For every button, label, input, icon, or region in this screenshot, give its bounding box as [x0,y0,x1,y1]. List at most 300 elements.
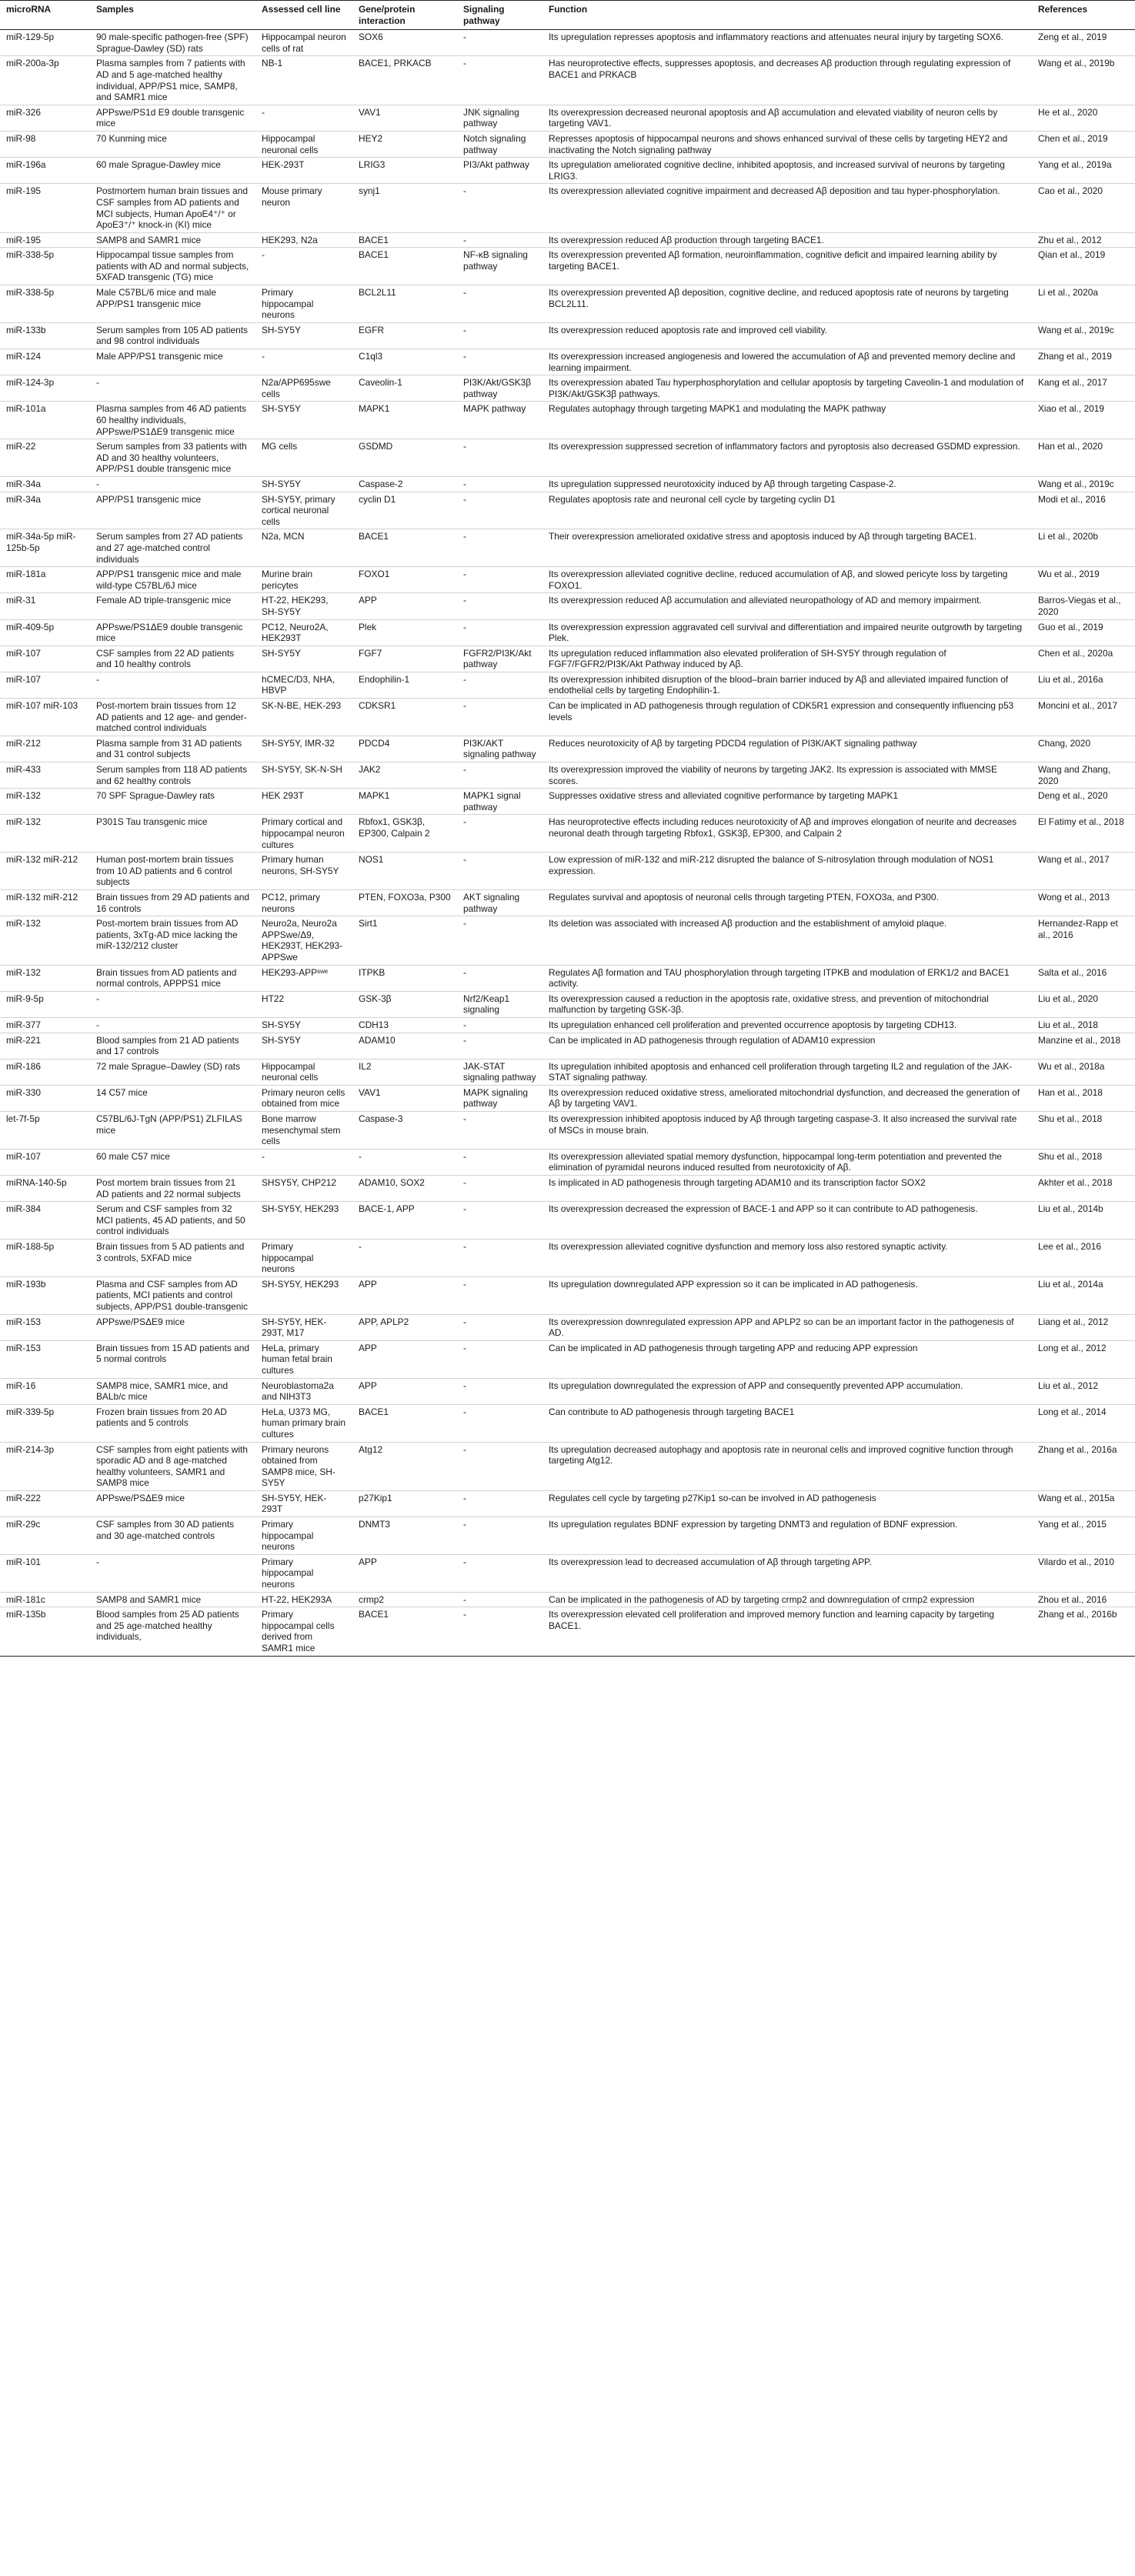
cell-cell-line: MG cells [255,439,352,477]
cell-mirna: miR-384 [0,1202,90,1240]
cell-mirna: miR-16 [0,1378,90,1404]
cell-gene-protein: SOX6 [352,30,457,56]
cell-signaling-pathway: Nrf2/Keap1 signaling [457,991,542,1017]
cell-gene-protein: DNMT3 [352,1517,457,1555]
cell-signaling-pathway: - [457,593,542,619]
cell-signaling-pathway: - [457,30,542,56]
cell-samples: SAMP8 and SAMR1 mice [90,232,255,248]
cell-mirna: miR-212 [0,736,90,762]
cell-gene-protein: synj1 [352,184,457,232]
cell-reference: Cao et al., 2020 [1032,184,1135,232]
cell-reference: Vilardo et al., 2010 [1032,1554,1135,1592]
cell-cell-line: Primary human neurons, SH-SY5Y [255,853,352,890]
cell-samples: APPswe/PSΔE9 mice [90,1314,255,1340]
cell-signaling-pathway: PI3K/AKT signaling pathway [457,736,542,762]
cell-function: Regulates Aβ formation and TAU phosphorylation through targeting ITPKB and modulation of ERK1/2 and BACE1 activity. [542,965,1032,991]
table-body [0,30,1135,1656]
cell-function: Its overexpression abated Tau hyperphosphorylation and cellular apoptosis by targeting Caveolin-1 and modulation of PI3K/Akt/GSK3β pathways. [542,375,1032,402]
cell-gene-protein: - [352,1149,457,1175]
cell-samples: Serum samples from 105 AD patients and 98 control individuals [90,322,255,349]
cell-samples: Post-mortem brain tissues from AD patients, 3xTg-AD mice lacking the miR-132/212 cluster [90,916,255,965]
cell-samples: Serum samples from 118 AD patients and 62 healthy controls [90,762,255,789]
cell-function: Its upregulation reduced inflammation also elevated proliferation of SH-SY5Y through regulation of FGF7/FGFR2/PI3K/Akt Pathway induced by Aβ. [542,646,1032,672]
cell-gene-protein: Caspase-3 [352,1112,457,1150]
cell-cell-line: HT22 [255,991,352,1017]
cell-mirna: miR-433 [0,762,90,789]
header-signaling-pathway: Signaling pathway [457,1,542,30]
table-row [0,672,1135,698]
cell-cell-line: HT-22, HEK293, SH-SY5Y [255,593,352,619]
cell-cell-line: HEK 293T [255,789,352,815]
table-row [0,619,1135,646]
cell-signaling-pathway: NF-κB signaling pathway [457,248,542,285]
cell-samples: CSF samples from 30 AD patients and 30 age-matched controls [90,1517,255,1555]
cell-function: Its overexpression inhibited apoptosis induced by Aβ through targeting caspase-3. It also increased the survival rate of MSCs in mouse brain. [542,1112,1032,1150]
cell-function: Can contribute to AD pathogenesis through targeting BACE1 [542,1404,1032,1442]
cell-mirna: miR-338-5p [0,285,90,323]
cell-samples: Plasma sample from 31 AD patients and 31 control subjects [90,736,255,762]
cell-signaling-pathway: - [457,1554,542,1592]
cell-function: Its overexpression alleviated spatial memory dysfunction, hippocampal long-term potentiation and prevented the elimination of pyramidal neurons induced resulted from neurotoxicity of Aβ. [542,1149,1032,1175]
cell-mirna: miR-107 [0,646,90,672]
cell-reference: Wang et al., 2017 [1032,853,1135,890]
cell-mirna: miR-339-5p [0,1404,90,1442]
cell-signaling-pathway: - [457,916,542,965]
table-row [0,1607,1135,1656]
table-row [0,492,1135,529]
cell-gene-protein: C1ql3 [352,349,457,375]
cell-gene-protein: NOS1 [352,853,457,890]
cell-cell-line: SH-SY5Y [255,402,352,439]
cell-samples: Brain tissues from AD patients and normal controls, APPPS1 mice [90,965,255,991]
table-row [0,1554,1135,1592]
cell-cell-line: SH-SY5Y [255,322,352,349]
cell-gene-protein: APP [352,1276,457,1314]
cell-samples: 14 C57 mice [90,1085,255,1111]
cell-signaling-pathway: - [457,184,542,232]
cell-reference: Shu et al., 2018 [1032,1112,1135,1150]
table-row [0,1085,1135,1111]
table-row [0,476,1135,492]
cell-mirna: miR-186 [0,1059,90,1085]
table-row [0,131,1135,157]
cell-gene-protein: MAPK1 [352,789,457,815]
cell-cell-line: SH-SY5Y, HEK-293T [255,1490,352,1517]
cell-gene-protein: JAK2 [352,762,457,789]
cell-mirna: miR-326 [0,105,90,131]
cell-gene-protein: GSDMD [352,439,457,477]
cell-gene-protein: BCL2L11 [352,285,457,323]
cell-samples: C57BL/6J-TgN (APP/PS1) ZLFILAS mice [90,1112,255,1150]
cell-gene-protein: cyclin D1 [352,492,457,529]
cell-mirna: miR-9-5p [0,991,90,1017]
cell-signaling-pathway: - [457,1149,542,1175]
cell-gene-protein: Caspase-2 [352,476,457,492]
cell-mirna: miR-101 [0,1554,90,1592]
cell-mirna: miRNA-140-5p [0,1176,90,1202]
cell-gene-protein: BACE-1, APP [352,1202,457,1240]
cell-signaling-pathway: - [457,529,542,567]
cell-samples: 72 male Sprague–Dawley (SD) rats [90,1059,255,1085]
cell-samples: Brain tissues from 29 AD patients and 16 controls [90,889,255,916]
cell-cell-line: Hippocampal neuron cells of rat [255,30,352,56]
cell-signaling-pathway: - [457,1442,542,1490]
cell-function: Its upregulation regulates BDNF expression by targeting DNMT3 and regulation of BDNF expression. [542,1517,1032,1555]
cell-reference: Qian et al., 2019 [1032,248,1135,285]
table-row [0,1202,1135,1240]
header-cell-line: Assessed cell line [255,1,352,30]
cell-function: Its overexpression downregulated expression APP and APLP2 so can be an important factor in the pathogenesis of AD. [542,1314,1032,1340]
cell-cell-line: SK-N-BE, HEK-293 [255,699,352,736]
cell-gene-protein: PDCD4 [352,736,457,762]
cell-gene-protein: APP [352,1378,457,1404]
cell-reference: Liu et al., 2020 [1032,991,1135,1017]
cell-cell-line: Neuroblastoma2a and NIH3T3 [255,1378,352,1404]
cell-cell-line: SH-SY5Y, HEK-293T, M17 [255,1314,352,1340]
table-row [0,1442,1135,1490]
cell-signaling-pathway: - [457,285,542,323]
table-row [0,916,1135,965]
cell-function: Its overexpression inhibited disruption of the blood–brain barrier induced by Aβ and alleviated impaired function of endothelial cells by targeting Endophilin-1. [542,672,1032,698]
table-row [0,1149,1135,1175]
cell-samples: Plasma samples from 46 AD patients 60 healthy individuals, APPswe/PS1ΔE9 transgenic mice [90,402,255,439]
cell-mirna: miR-221 [0,1033,90,1059]
cell-samples: Serum samples from 33 patients with AD and 30 healthy volunteers, APP/PS1 double transgenic mice [90,439,255,477]
cell-mirna: miR-181c [0,1592,90,1607]
cell-reference: Zhu et al., 2012 [1032,232,1135,248]
cell-samples: 60 male Sprague-Dawley mice [90,158,255,184]
cell-reference: Xiao et al., 2019 [1032,402,1135,439]
cell-cell-line: Primary hippocampal neurons [255,1240,352,1277]
cell-function: Its overexpression suppressed secretion of inflammatory factors and pyroptosis also decreased GSDMD expression. [542,439,1032,477]
cell-signaling-pathway: - [457,1592,542,1607]
cell-reference: Liu et al., 2018 [1032,1017,1135,1033]
cell-gene-protein: Atg12 [352,1442,457,1490]
table-row [0,232,1135,248]
table-row [0,965,1135,991]
cell-samples: Brain tissues from 15 AD patients and 5 normal controls [90,1340,255,1378]
cell-gene-protein: EGFR [352,322,457,349]
cell-signaling-pathway: - [457,815,542,853]
cell-function: Its overexpression decreased the expression of BACE-1 and APP so it can contribute to AD pathogenesis. [542,1202,1032,1240]
table-row [0,30,1135,56]
header-row [0,1,1135,30]
table-row [0,1592,1135,1607]
cell-cell-line: NB-1 [255,56,352,105]
cell-function: Its upregulation suppressed neurotoxicity induced by Aβ through targeting Caspase-2. [542,476,1032,492]
cell-function: Its overexpression alleviated cognitive decline, reduced accumulation of Aβ, and slowed pericyte loss by targeting FOXO1. [542,567,1032,593]
cell-reference: Wang et al., 2019c [1032,476,1135,492]
cell-cell-line: HEK-293T [255,158,352,184]
cell-reference: Zhang et al., 2016a [1032,1442,1135,1490]
cell-reference: Liu et al., 2012 [1032,1378,1135,1404]
cell-signaling-pathway: - [457,349,542,375]
cell-gene-protein: IL2 [352,1059,457,1085]
cell-samples: Frozen brain tissues from 20 AD patients and 5 controls [90,1404,255,1442]
cell-signaling-pathway: - [457,1314,542,1340]
cell-gene-protein: BACE1 [352,232,457,248]
cell-signaling-pathway: - [457,1240,542,1277]
cell-samples: CSF samples from 22 AD patients and 10 healthy controls [90,646,255,672]
cell-mirna: miR-107 [0,1149,90,1175]
cell-mirna: miR-377 [0,1017,90,1033]
cell-cell-line: SH-SY5Y, HEK293 [255,1276,352,1314]
cell-gene-protein: APP [352,1340,457,1378]
cell-mirna: let-7f-5p [0,1112,90,1150]
cell-cell-line: - [255,1149,352,1175]
cell-signaling-pathway: - [457,56,542,105]
cell-cell-line: Primary hippocampal cells derived from SAMR1 mice [255,1607,352,1656]
cell-gene-protein: ADAM10, SOX2 [352,1176,457,1202]
cell-function: Has neuroprotective effects including reduces neurotoxicity of Aβ and improves elongation of neurite and decreases neuronal death through targeting Rbfox1, GSK3β, EP300, and Calpain 2 [542,815,1032,853]
cell-cell-line: SH-SY5Y [255,476,352,492]
table-row [0,322,1135,349]
cell-mirna: miR-34a [0,492,90,529]
table-row [0,736,1135,762]
cell-mirna: miR-34a-5p miR-125b-5p [0,529,90,567]
cell-function: Its overexpression increased angiogenesis and lowered the accumulation of Aβ and prevented memory decline and learning impairment. [542,349,1032,375]
cell-cell-line: SHSY5Y, CHP212 [255,1176,352,1202]
table-row [0,375,1135,402]
cell-reference: Wang and Zhang, 2020 [1032,762,1135,789]
cell-mirna: miR-200a-3p [0,56,90,105]
cell-signaling-pathway: - [457,1276,542,1314]
cell-gene-protein: BACE1, PRKACB [352,56,457,105]
cell-gene-protein: GSK-3β [352,991,457,1017]
cell-cell-line: Hippocampal neuronal cells [255,1059,352,1085]
cell-samples: - [90,1554,255,1592]
cell-gene-protein: CDH13 [352,1017,457,1033]
cell-cell-line: hCMEC/D3, NHA, HBVP [255,672,352,698]
cell-cell-line: Bone marrow mesenchymal stem cells [255,1112,352,1150]
cell-samples: Blood samples from 25 AD patients and 25 age-matched healthy individuals, [90,1607,255,1656]
cell-function: Its overexpression prevented Aβ formation, neuroinflammation, cognitive deficit and impaired learning ability by targeting BACE1. [542,248,1032,285]
cell-function: Reduces neurotoxicity of Aβ by targeting PDCD4 regulation of PI3K/AKT signaling pathway [542,736,1032,762]
cell-signaling-pathway: - [457,567,542,593]
cell-mirna: miR-132 [0,815,90,853]
cell-mirna: miR-330 [0,1085,90,1111]
cell-samples: Brain tissues from 5 AD patients and 3 controls, 5XFAD mice [90,1240,255,1277]
cell-reference: Lee et al., 2016 [1032,1240,1135,1277]
cell-samples: - [90,375,255,402]
cell-samples: Plasma and CSF samples from AD patients, MCI patients and control subjects, APP/PS1 double-transgenic [90,1276,255,1314]
table-row [0,1112,1135,1150]
table-row [0,529,1135,567]
table-row [0,1378,1135,1404]
cell-reference: Zhang et al., 2019 [1032,349,1135,375]
cell-samples: - [90,991,255,1017]
cell-cell-line: SH-SY5Y [255,1017,352,1033]
cell-mirna: miR-132 miR-212 [0,853,90,890]
cell-cell-line: - [255,349,352,375]
cell-cell-line: SH-SY5Y, HEK293 [255,1202,352,1240]
cell-mirna: miR-181a [0,567,90,593]
cell-gene-protein: ADAM10 [352,1033,457,1059]
cell-signaling-pathway: - [457,1033,542,1059]
table-row [0,789,1135,815]
cell-signaling-pathway: - [457,699,542,736]
cell-gene-protein: Plek [352,619,457,646]
cell-gene-protein: APP [352,593,457,619]
cell-reference: Wang et al., 2019c [1032,322,1135,349]
cell-function: Has neuroprotective effects, suppresses apoptosis, and decreases Aβ production through regulating expression of BACE1 and PRKACB [542,56,1032,105]
cell-function: Its overexpression caused a reduction in the apoptosis rate, oxidative stress, and prevention of mitochondrial malfunction by targeting GSK-3β. [542,991,1032,1017]
cell-mirna: miR-132 [0,789,90,815]
cell-function: Its overexpression reduced apoptosis rate and improved cell viability. [542,322,1032,349]
cell-reference: Zhang et al., 2016b [1032,1607,1135,1656]
cell-function: Regulates autophagy through targeting MAPK1 and modulating the MAPK pathway [542,402,1032,439]
cell-signaling-pathway: - [457,762,542,789]
cell-reference: El Fatimy et al., 2018 [1032,815,1135,853]
cell-cell-line: SH-SY5Y [255,646,352,672]
cell-cell-line: HEK293-APPˢʷᵉ [255,965,352,991]
cell-gene-protein: MAPK1 [352,402,457,439]
cell-mirna: miR-153 [0,1340,90,1378]
cell-mirna: miR-193b [0,1276,90,1314]
cell-signaling-pathway: JAK-STAT signaling pathway [457,1059,542,1085]
header-function: Function [542,1,1032,30]
cell-signaling-pathway: - [457,1202,542,1240]
cell-function: Its overexpression improved the viability of neurons by targeting JAK2. Its expression is associated with MMSE scores. [542,762,1032,789]
table-row [0,853,1135,890]
cell-function: Can be implicated in AD pathogenesis through regulation of ADAM10 expression [542,1033,1032,1059]
cell-reference: Akhter et al., 2018 [1032,1176,1135,1202]
cell-cell-line: N2a/APP695swe cells [255,375,352,402]
table-row [0,349,1135,375]
cell-signaling-pathway: - [457,1404,542,1442]
table-row [0,56,1135,105]
cell-gene-protein: PTEN, FOXO3a, P300 [352,889,457,916]
cell-mirna: miR-188-5p [0,1240,90,1277]
cell-samples: - [90,672,255,698]
cell-cell-line: Primary hippocampal neurons [255,1517,352,1555]
table-row [0,1017,1135,1033]
cell-mirna: miR-132 miR-212 [0,889,90,916]
cell-signaling-pathway: JNK signaling pathway [457,105,542,131]
cell-cell-line: HEK293, N2a [255,232,352,248]
header-samples: Samples [90,1,255,30]
cell-reference: Liu et al., 2014b [1032,1202,1135,1240]
cell-reference: Wang et al., 2015a [1032,1490,1135,1517]
cell-mirna: miR-31 [0,593,90,619]
cell-signaling-pathway: - [457,1517,542,1555]
cell-signaling-pathway: Notch signaling pathway [457,131,542,157]
cell-samples: Blood samples from 21 AD patients and 17 controls [90,1033,255,1059]
cell-function: Its overexpression prevented Aβ deposition, cognitive decline, and reduced apoptosis rate of neurons by targeting BCL2L11. [542,285,1032,323]
cell-mirna: miR-107 [0,672,90,698]
cell-samples: Serum and CSF samples from 32 MCI patients, 45 AD patients, and 50 control individuals [90,1202,255,1240]
cell-samples: 90 male-specific pathogen-free (SPF) Sprague-Dawley (SD) rats [90,30,255,56]
cell-samples: Plasma samples from 7 patients with AD and 5 age-matched healthy individual, APP/PS1 mice, SAMP8, and SAMR1 mice [90,56,255,105]
cell-gene-protein: APP [352,1554,457,1592]
cell-mirna: miR-195 [0,232,90,248]
cell-cell-line: Neuro2a, Neuro2a APPSwe/Δ9, HEK293T, HEK293-APPSwe [255,916,352,965]
cell-function: Its overexpression lead to decreased accumulation of Aβ through targeting APP. [542,1554,1032,1592]
cell-reference: Modi et al., 2016 [1032,492,1135,529]
cell-function: Its upregulation downregulated APP expression so it can be implicated in AD pathogenesis. [542,1276,1032,1314]
cell-reference: Long et al., 2014 [1032,1404,1135,1442]
cell-signaling-pathway: - [457,322,542,349]
cell-mirna: miR-129-5p [0,30,90,56]
cell-function: Regulates survival and apoptosis of neuronal cells through targeting PTEN, FOXO3a, and P300. [542,889,1032,916]
cell-samples: APPswe/PSΔE9 mice [90,1490,255,1517]
cell-gene-protein: BACE1 [352,529,457,567]
table-row [0,1276,1135,1314]
cell-reference: Wu et al., 2018a [1032,1059,1135,1085]
cell-samples: Hippocampal tissue samples from patients with AD and normal subjects, 5XFAD transgenic (TG) mice [90,248,255,285]
cell-function: Its overexpression decreased neuronal apoptosis and Aβ accumulation and elevated viability of neuron cells by targeting VAV1. [542,105,1032,131]
table-row [0,991,1135,1017]
cell-signaling-pathway: PI3/Akt pathway [457,158,542,184]
table-row [0,158,1135,184]
cell-reference: Liu et al., 2016a [1032,672,1135,698]
cell-gene-protein: BACE1 [352,1607,457,1656]
cell-cell-line: Primary hippocampal neurons [255,1554,352,1592]
header-references: References [1032,1,1135,30]
cell-reference: Han et al., 2020 [1032,439,1135,477]
cell-signaling-pathway: - [457,672,542,698]
cell-function: Its overexpression elevated cell proliferation and improved memory function and learning capacity by targeting BACE1. [542,1607,1032,1656]
cell-samples: P301S Tau transgenic mice [90,815,255,853]
cell-reference: Liang et al., 2012 [1032,1314,1135,1340]
cell-function: Its overexpression reduced Aβ accumulation and alleviated neuropathology of AD and memory impairment. [542,593,1032,619]
cell-signaling-pathway: - [457,1378,542,1404]
cell-mirna: miR-132 [0,916,90,965]
cell-reference: Chen et al., 2020a [1032,646,1135,672]
table-row [0,248,1135,285]
cell-function: Its upregulation enhanced cell proliferation and prevented occurrence apoptosis by targeting CDH13. [542,1017,1032,1033]
cell-reference: Long et al., 2012 [1032,1340,1135,1378]
cell-cell-line: HeLa, U373 MG, human primary brain cultures [255,1404,352,1442]
cell-samples: Male APP/PS1 transgenic mice [90,349,255,375]
cell-function: Can be implicated in AD pathogenesis through regulation of CDK5R1 expression and consequently influencing p53 levels [542,699,1032,736]
cell-cell-line: PC12, Neuro2A, HEK293T [255,619,352,646]
cell-gene-protein: APP, APLP2 [352,1314,457,1340]
cell-mirna: miR-124-3p [0,375,90,402]
cell-signaling-pathway: - [457,1176,542,1202]
cell-samples: APP/PS1 transgenic mice and male wild-type C57BL/6J mice [90,567,255,593]
cell-mirna: miR-132 [0,965,90,991]
cell-reference: Wu et al., 2019 [1032,567,1135,593]
cell-cell-line: SH-SY5Y [255,1033,352,1059]
cell-signaling-pathway: - [457,1017,542,1033]
cell-reference: Li et al., 2020b [1032,529,1135,567]
cell-function: Its overexpression alleviated cognitive dysfunction and memory loss also restored synaptic activity. [542,1240,1032,1277]
cell-samples: 70 Kunming mice [90,131,255,157]
cell-gene-protein: FOXO1 [352,567,457,593]
cell-samples: Female AD triple-transgenic mice [90,593,255,619]
cell-function: Suppresses oxidative stress and alleviated cognitive performance by targeting MAPK1 [542,789,1032,815]
cell-function: Its overexpression expression aggravated cell survival and differentiation and impaired neurite outgrowth by targeting Plek. [542,619,1032,646]
cell-gene-protein: ITPKB [352,965,457,991]
cell-reference: Shu et al., 2018 [1032,1149,1135,1175]
table-row [0,285,1135,323]
cell-samples: Postmortem human brain tissues and CSF samples from AD patients and MCI subjects, Human ApoE4⁺/⁺ or ApoE3⁺/⁺ knock-in (KI) mice [90,184,255,232]
cell-reference: Guo et al., 2019 [1032,619,1135,646]
cell-signaling-pathway: AKT signaling pathway [457,889,542,916]
table-row [0,184,1135,232]
cell-reference: Chen et al., 2019 [1032,131,1135,157]
cell-cell-line: - [255,105,352,131]
cell-cell-line: SH-SY5Y, IMR-32 [255,736,352,762]
table-row [0,439,1135,477]
cell-cell-line: - [255,248,352,285]
cell-reference: Deng et al., 2020 [1032,789,1135,815]
cell-mirna: miR-196a [0,158,90,184]
cell-samples: Male C57BL/6 mice and male APP/PS1 transgenic mice [90,285,255,323]
cell-gene-protein: Caveolin-1 [352,375,457,402]
cell-gene-protein: LRIG3 [352,158,457,184]
